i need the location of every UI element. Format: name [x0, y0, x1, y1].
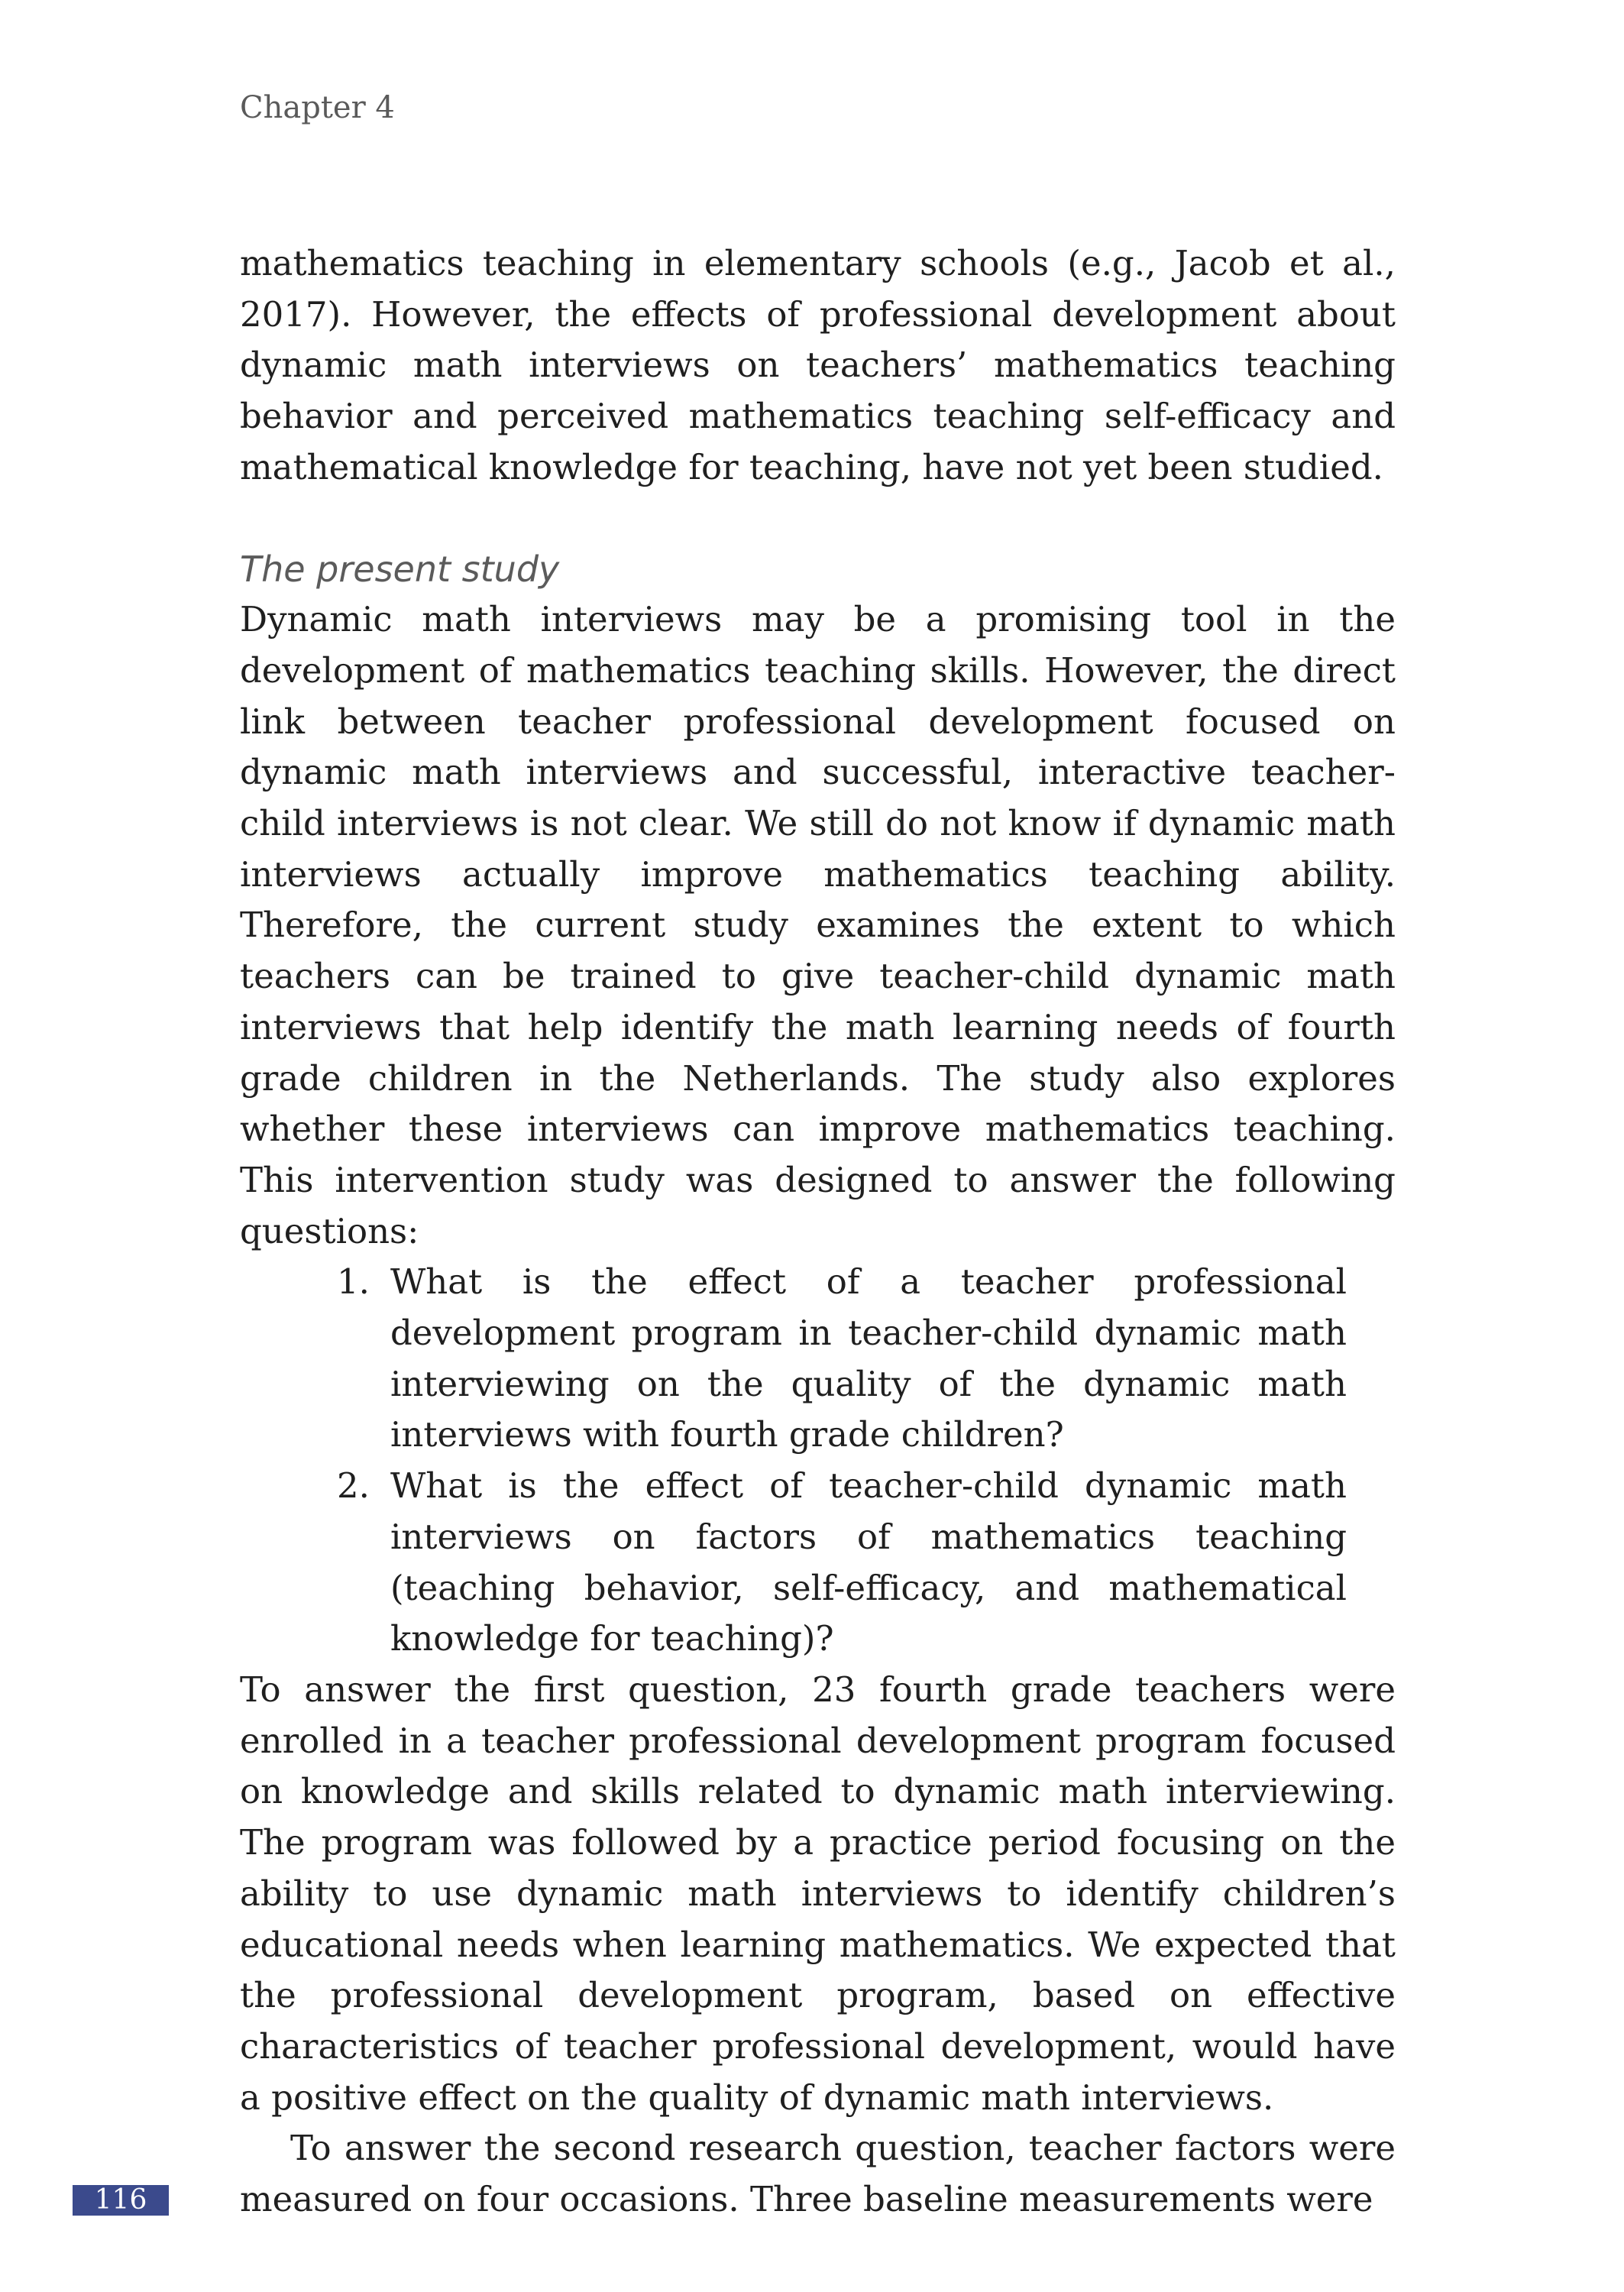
section-heading: The present study	[240, 548, 560, 590]
question-number: 1.	[337, 1261, 370, 1303]
page-number: 116	[73, 2185, 169, 2216]
question-text: What is the effect of teacher-child dynamic math interviews on factors of mathematics teaching (teaching behavior, self-efficacy, and mathematical knowledge for teaching)?	[390, 1465, 1347, 1659]
research-questions-list	[240, 1257, 1347, 1665]
question-text: What is the effect of a teacher professional development program in teacher-child dynamic math interviewing on the quality of the dynamic math interviews with fourth grade children?	[390, 1261, 1347, 1455]
research-question-2	[337, 1461, 1347, 1665]
body-text	[240, 238, 1396, 2226]
paragraph-spacer	[240, 494, 1396, 544]
running-head: Chapter 4	[240, 90, 395, 125]
research-question-1	[337, 1257, 1347, 1461]
paragraph-first-question: To answer the first question, 23 fourth grade teachers were enrolled in a teacher professional development program focused on knowledge and skills related to dynamic math interviewing. The program was followed by a practice period focusing on the ability to use dynamic math interviews to identify children’s educational needs when learning mathematics. We expected that the professional development program, based on effective characteristics of teacher professional development, would have a positive effect on the quality of dynamic math interviews.	[240, 1669, 1396, 2118]
question-number: 2.	[337, 1465, 370, 1507]
paragraph-intro: mathematics teaching in elementary schools (e.g., Jacob et al., 2017). However, the effects of professional development about dynamic math interviews on teachers’ mathematics teaching behavior and perceived mathematics teaching self-efficacy and mathematical knowledge for teaching, have not yet been studied.	[240, 243, 1396, 487]
paragraph-second-question: To answer the second research question, teacher factors were measured on four occasions. Three baseline measurements were	[240, 2128, 1396, 2220]
paragraph-present-study: Dynamic math interviews may be a promising tool in the development of mathematics teaching skills. However, the direct link between teacher professional development focused on dynamic math interviews and successful, interactive teacher-child interviews is not clear. We still do not know if dynamic math interviews actually improve mathematics teaching ability. Therefore, the current study examines the extent to which teachers can be trained to give teacher-child dynamic math interviews that help identify the math learning needs of fourth grade children in the Netherlands. The study also explores whether these interviews can improve mathematics teaching. This intervention study was designed to answer the following questions:	[240, 599, 1396, 1251]
